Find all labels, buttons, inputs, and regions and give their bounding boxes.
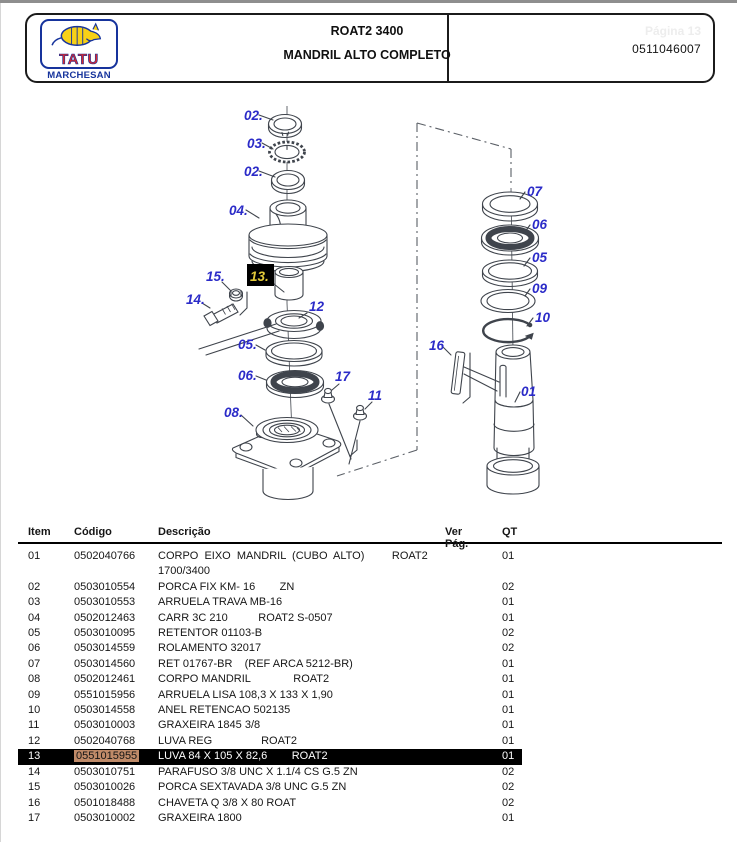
cell-codigo — [68, 749, 156, 764]
header-right — [531, 24, 701, 56]
cell-descricao — [156, 595, 426, 610]
part-06-bearing-right — [482, 225, 539, 255]
codigo-value: 0551015955 — [76, 750, 138, 763]
cell-ver-pag — [426, 580, 484, 595]
cell-descricao — [156, 611, 426, 626]
descricao-line1: PARAFUSO 3/8 UNC X 1.1/4 CS G.5 ZN — [158, 765, 358, 778]
cell-codigo — [68, 796, 156, 811]
cell-qt: 01 — [502, 657, 515, 670]
codigo-value: 0503014559 — [74, 642, 136, 655]
table-row — [18, 780, 522, 795]
descricao-line1: PORCA FIX KM- 16 ZN — [158, 580, 295, 593]
cell-item: 13 — [28, 750, 41, 763]
key-leader-lines — [464, 367, 499, 391]
tatu-logo — [40, 19, 118, 81]
cell-descricao — [156, 688, 426, 703]
logo-frame — [40, 19, 118, 69]
part-05-retainer-right — [483, 260, 538, 287]
cell-descricao — [156, 703, 426, 718]
col-item: Item — [28, 526, 51, 538]
cell-item: 08 — [28, 673, 41, 686]
table-row — [18, 657, 522, 672]
part-10-snap-ring — [483, 319, 533, 342]
codigo-value: 0503014560 — [74, 657, 136, 670]
col-ver-pag: Ver Pág. — [445, 526, 469, 550]
cell-codigo — [68, 580, 156, 595]
part-04-pulley — [249, 200, 327, 272]
codigo-value: 0502012461 — [74, 673, 136, 686]
codigo-value: 0503010002 — [74, 811, 136, 824]
cell-item: 10 — [28, 704, 41, 717]
part-06-bearing-left — [267, 371, 324, 398]
codigo-value: 0503010553 — [74, 596, 136, 609]
col-descricao: Descrição — [158, 526, 211, 538]
cell-ver-pag — [426, 718, 484, 733]
descricao-line1: ANEL RETENCAO 502135 — [158, 704, 291, 717]
cell-ver-pag — [426, 688, 484, 703]
brand-subname: MARCHESAN — [47, 70, 111, 81]
cell-descricao — [156, 718, 426, 733]
cell-codigo — [68, 657, 156, 672]
cell-descricao — [156, 549, 426, 580]
cell-ver-pag — [426, 657, 484, 672]
codigo-value: 0503010095 — [74, 627, 136, 640]
table-row — [18, 718, 522, 733]
table-row — [18, 595, 522, 610]
descricao-line1: CORPO EIXO MANDRIL (CUBO ALTO) ROAT2 — [158, 550, 428, 562]
cell-qt: 01 — [502, 811, 515, 824]
table-row — [18, 641, 522, 656]
cell-ver-pag — [426, 765, 484, 780]
callout-15: 15. — [206, 269, 225, 284]
model-title: ROAT2 3400 — [330, 24, 404, 38]
cell-item: 02 — [28, 580, 41, 593]
cell-item: 11 — [28, 719, 40, 732]
codigo-value: 0551015956 — [74, 688, 136, 701]
codigo-value: 0503010003 — [74, 719, 136, 732]
callout-07: 07 — [527, 184, 543, 199]
table-row — [18, 749, 522, 764]
document-code: 0511046007 — [632, 42, 701, 56]
cell-descricao — [156, 749, 426, 764]
callout-17: 17 — [335, 369, 351, 384]
exploded-diagram — [170, 98, 580, 518]
col-codigo: Código — [74, 526, 112, 538]
cell-codigo — [68, 765, 156, 780]
part-11-grease-fitting — [354, 405, 367, 420]
callout-04: 04. — [229, 203, 248, 218]
cell-qt: 01 — [502, 611, 515, 624]
cell-qt: 02 — [502, 796, 515, 809]
cell-item: 17 — [28, 811, 41, 824]
callout-06l: 06. — [238, 368, 257, 383]
page-edge — [0, 3, 1, 842]
cell-qt: 01 — [502, 719, 515, 732]
parts-table — [18, 526, 722, 826]
descricao-line1: GRAXEIRA 1845 3/8 — [158, 719, 261, 732]
cell-qt: 02 — [502, 580, 515, 593]
cell-ver-pag — [426, 703, 484, 718]
cell-descricao — [156, 641, 426, 656]
header — [25, 13, 715, 83]
cell-item: 16 — [28, 796, 41, 809]
callout-09: 09 — [532, 281, 548, 296]
table-row — [18, 734, 522, 749]
part-02-nut-top — [269, 115, 302, 138]
cell-ver-pag — [426, 611, 484, 626]
codigo-value: 0503010554 — [74, 580, 136, 593]
table-row — [18, 672, 522, 687]
descricao-line1: CARR 3C 210 ROAT2 S-0507 — [158, 611, 333, 624]
cell-qt: 02 — [502, 642, 515, 655]
descricao-line2: 1700/3400 — [158, 565, 210, 578]
cell-qt: 01 — [502, 704, 515, 717]
cell-codigo — [68, 780, 156, 795]
cell-descricao — [156, 672, 426, 687]
cell-qt: 01 — [502, 550, 515, 562]
callout-05l: 05. — [238, 337, 257, 352]
descricao-line1: PORCA SEXTAVADA 3/8 UNC G.5 ZN — [158, 781, 347, 794]
descricao-line1: GRAXEIRA 1800 — [158, 811, 242, 824]
table-row — [18, 626, 522, 641]
cell-codigo — [68, 641, 156, 656]
cell-descricao — [156, 796, 426, 811]
header-titles — [147, 24, 587, 62]
part-17-grease-fitting — [322, 388, 335, 403]
cell-ver-pag — [426, 549, 484, 580]
descricao-line1: CHAVETA Q 3/8 X 80 ROAT — [158, 796, 297, 809]
codigo-value: 0502040768 — [74, 734, 136, 747]
cell-item: 09 — [28, 688, 41, 701]
cell-codigo — [68, 703, 156, 718]
codigo-value: 0503010751 — [74, 765, 136, 778]
descricao-line1: ARRUELA TRAVA MB-16 — [158, 596, 283, 609]
cell-codigo — [68, 595, 156, 610]
cell-descricao — [156, 780, 426, 795]
part-05-retainer-left — [266, 341, 322, 367]
cell-descricao — [156, 580, 426, 595]
cell-ver-pag — [426, 811, 484, 826]
descricao-line1: LUVA 84 X 105 X 82,6 ROAT2 — [158, 750, 328, 763]
cell-descricao — [156, 657, 426, 672]
part-03-lock-washer — [270, 142, 305, 162]
part-08-housing — [232, 418, 340, 500]
callout-02b: 02. — [244, 164, 263, 179]
callout-06r: 06 — [532, 217, 548, 232]
cell-ver-pag — [426, 796, 484, 811]
cell-codigo — [68, 688, 156, 703]
cell-item: 06 — [28, 642, 41, 655]
part-01-shaft — [487, 345, 539, 494]
cell-codigo — [68, 718, 156, 733]
descricao-line1: RET 01767-BR (REF ARCA 5212-BR) — [158, 657, 353, 670]
descricao-line1: RETENTOR 01103-B — [158, 627, 263, 640]
codigo-value: 0502012463 — [74, 611, 136, 624]
descricao-line1: ROLAMENTO 32017 — [158, 642, 262, 655]
cell-qt: 02 — [502, 781, 515, 794]
callout-02a: 02. — [244, 108, 263, 123]
table-row — [18, 688, 522, 703]
cell-codigo — [68, 549, 156, 580]
codigo-value: 0502040766 — [74, 550, 136, 562]
codigo-value: 0503010026 — [74, 781, 136, 794]
cell-descricao — [156, 626, 426, 641]
assembly-title: MANDRIL ALTO COMPLETO — [283, 48, 451, 62]
cell-codigo — [68, 811, 156, 826]
cell-codigo — [68, 611, 156, 626]
table-row — [18, 703, 522, 718]
descricao-line1: LUVA REG ROAT2 — [158, 734, 297, 747]
descricao-line1: CORPO MANDRIL ROAT2 — [158, 673, 330, 686]
cell-ver-pag — [426, 749, 484, 764]
callout-08: 08. — [224, 405, 243, 420]
cell-qt: 01 — [502, 596, 515, 609]
cell-item: 15 — [28, 781, 41, 794]
cell-qt: 01 — [502, 734, 515, 747]
cell-ver-pag — [426, 672, 484, 687]
cell-qt: 01 — [502, 750, 515, 763]
table-row — [18, 811, 522, 826]
cell-ver-pag — [426, 641, 484, 656]
cell-item: 01 — [28, 550, 41, 562]
cell-qt: 02 — [502, 765, 515, 778]
cell-descricao — [156, 765, 426, 780]
callout-10: 10 — [535, 310, 551, 325]
parts-table-body — [18, 549, 722, 826]
callout-14: 14. — [186, 292, 205, 307]
callout-05r: 05 — [532, 250, 548, 265]
cell-item: 04 — [28, 611, 41, 624]
armadillo-icon — [48, 22, 110, 48]
part-02-nut-bottom — [272, 171, 305, 194]
col-qt: QT — [502, 526, 518, 538]
table-row — [18, 580, 522, 595]
codigo-value: 0501018488 — [74, 796, 136, 809]
cell-ver-pag — [426, 780, 484, 795]
cell-descricao — [156, 734, 426, 749]
cell-descricao — [156, 811, 426, 826]
table-row — [18, 796, 522, 811]
table-row — [18, 611, 522, 626]
table-row — [18, 549, 522, 580]
cell-item: 14 — [28, 765, 41, 778]
callout-11: 11 — [368, 388, 383, 403]
callout-03: 03. — [247, 136, 266, 151]
part-16-key — [451, 352, 470, 403]
cell-ver-pag — [426, 734, 484, 749]
callout-13: 13. — [250, 269, 269, 284]
callout-16: 16 — [429, 338, 445, 353]
cell-ver-pag — [426, 626, 484, 641]
table-header — [18, 526, 722, 550]
cell-item: 05 — [28, 627, 41, 640]
cell-codigo — [68, 672, 156, 687]
codigo-value: 0503014558 — [74, 704, 136, 717]
brand-name: TATU — [59, 51, 99, 68]
cell-qt: 01 — [502, 673, 515, 686]
cell-item: 12 — [28, 734, 41, 747]
cell-qt: 02 — [502, 627, 515, 640]
cell-ver-pag — [426, 595, 484, 610]
callout-01: 01 — [521, 384, 537, 399]
cell-codigo — [68, 626, 156, 641]
callout-12: 12 — [309, 299, 325, 314]
cell-item: 03 — [28, 596, 41, 609]
cell-codigo — [68, 734, 156, 749]
cell-qt: 01 — [502, 688, 515, 701]
descricao-line1: ARRUELA LISA 108,3 X 133 X 1,90 — [158, 688, 333, 701]
table-row — [18, 765, 522, 780]
part-13-sleeve — [275, 267, 303, 301]
cell-item: 07 — [28, 657, 41, 670]
page-number-watermark: Página 13 — [644, 24, 701, 38]
